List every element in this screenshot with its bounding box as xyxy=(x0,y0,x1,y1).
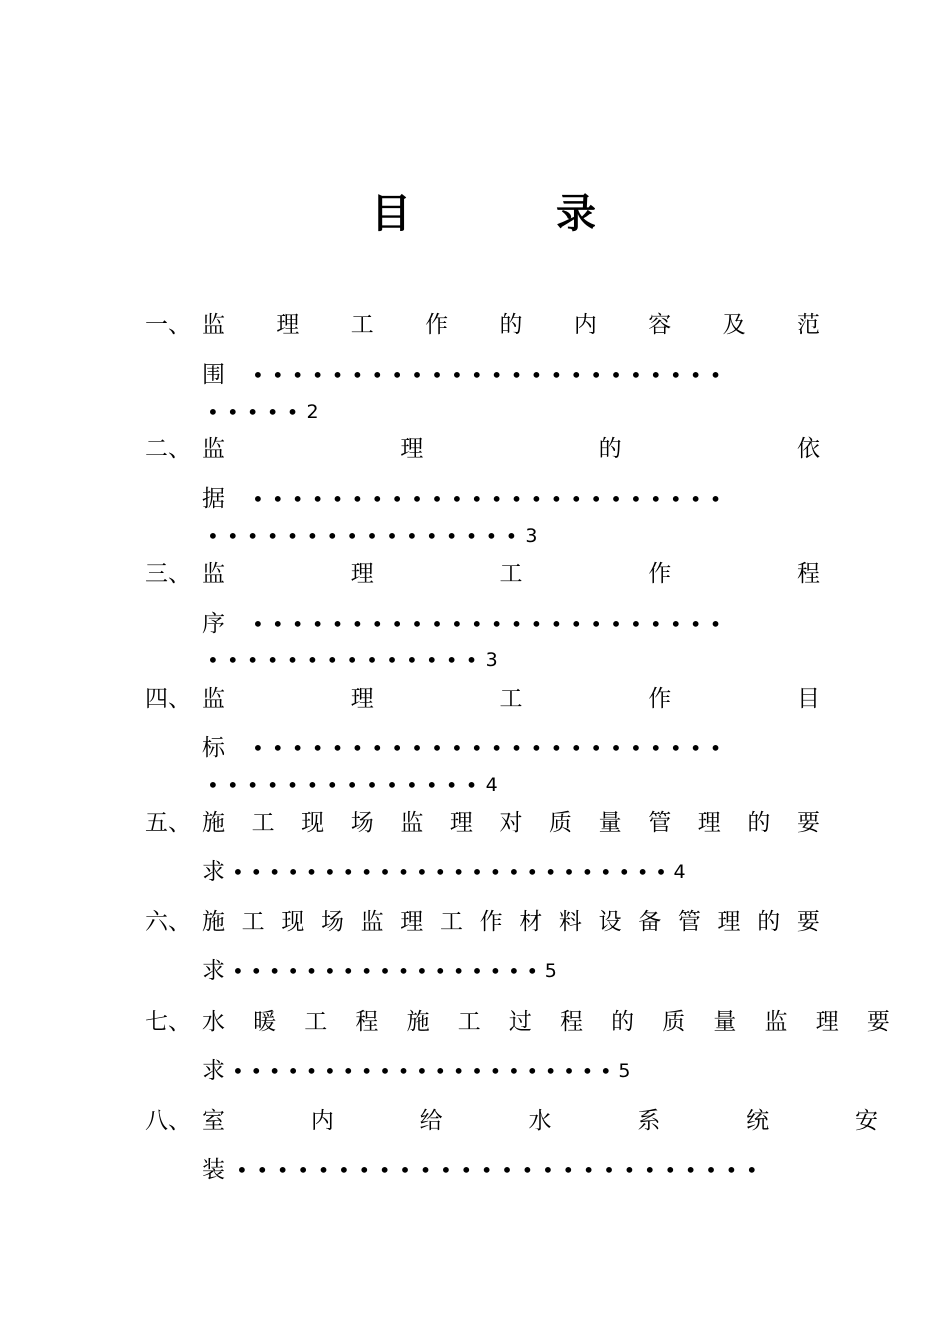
toc-entry-2-heading[interactable] xyxy=(0,434,950,464)
title-char: 依 xyxy=(796,436,820,462)
title-char: 量 xyxy=(713,1009,737,1035)
title-char: 理 xyxy=(400,436,424,462)
page-number: 3 xyxy=(485,649,498,671)
title-char: 管 xyxy=(648,810,672,836)
entry-number: 四、 xyxy=(145,686,191,712)
leader-row xyxy=(202,1155,766,1185)
toc-entry-6-heading[interactable] xyxy=(0,907,950,937)
title-char: 的 xyxy=(747,810,771,836)
entry-title xyxy=(202,907,820,937)
entry-title-end: 求 xyxy=(202,859,225,885)
title-char: 场 xyxy=(320,909,344,935)
title-char: 安 xyxy=(854,1108,878,1134)
toc-entry-2-page-line[interactable] xyxy=(0,521,950,551)
title-char: 的 xyxy=(611,1009,635,1035)
title-char: 理 xyxy=(449,810,473,836)
title-char: 监 xyxy=(400,810,424,836)
title-char: 的 xyxy=(757,909,781,935)
entry-title xyxy=(202,1106,878,1136)
entry-number: 三、 xyxy=(145,561,191,587)
title-char: 给 xyxy=(419,1108,443,1134)
toc-entry-3-heading[interactable] xyxy=(0,559,950,589)
dot-leader: •••••••••••••• xyxy=(207,773,486,797)
title-char: 监 xyxy=(202,436,225,462)
toc-entry-7-heading[interactable] xyxy=(0,1007,950,1037)
title-char: 程 xyxy=(559,1009,583,1035)
title-char: 工 xyxy=(241,909,265,935)
toc-entry-1-heading[interactable] xyxy=(0,310,950,340)
title-char: 系 xyxy=(637,1108,661,1134)
leader-row xyxy=(202,609,730,639)
title-char: 质 xyxy=(549,810,573,836)
leader-row xyxy=(202,770,498,800)
leader-row xyxy=(202,360,730,390)
entry-title-end: 装 xyxy=(202,1157,225,1183)
title-char: 工 xyxy=(251,810,275,836)
title-char: 质 xyxy=(662,1009,686,1035)
entry-title-end: 求 xyxy=(202,1058,225,1084)
leader-row xyxy=(202,857,686,887)
toc-entry-1-leader[interactable] xyxy=(0,360,950,390)
toc-entry-3-page-line[interactable] xyxy=(0,645,950,675)
title-char: 作 xyxy=(479,909,503,935)
title-char: 理 xyxy=(815,1009,839,1035)
title-char: 范 xyxy=(797,312,820,338)
leader-row xyxy=(202,484,730,514)
title-char: 材 xyxy=(519,909,543,935)
title-char: 备 xyxy=(638,909,662,935)
title-char: 录 xyxy=(556,190,596,237)
toc-entry-4-heading[interactable] xyxy=(0,684,950,714)
title-char: 的 xyxy=(598,436,622,462)
title-char: 监 xyxy=(202,561,225,587)
title-char: 水 xyxy=(528,1108,552,1134)
title-char: 要 xyxy=(796,810,820,836)
title-char: 理 xyxy=(697,810,721,836)
title-char: 室 xyxy=(202,1108,225,1134)
dot-leader: ••••••••••••••••• xyxy=(232,959,545,983)
title-char: 水 xyxy=(202,1009,225,1035)
title-char: 量 xyxy=(598,810,622,836)
title-char: 理 xyxy=(717,909,741,935)
title-char: 管 xyxy=(677,909,701,935)
title-char: 暖 xyxy=(253,1009,277,1035)
leader-row xyxy=(202,956,557,986)
toc-entry-1-page-line[interactable] xyxy=(0,397,950,427)
entry-title-end: 标 xyxy=(202,735,225,761)
toc-entry-3-leader[interactable] xyxy=(0,609,950,639)
leader-row xyxy=(202,1056,630,1086)
dot-leader: •••••••••••••••••••••••••• xyxy=(236,1158,767,1182)
title-char: 理 xyxy=(276,312,300,338)
title-char: 及 xyxy=(722,312,746,338)
title-char: 要 xyxy=(796,909,820,935)
entry-title xyxy=(202,1007,890,1037)
entry-number: 二、 xyxy=(145,436,191,462)
title-char: 目 xyxy=(371,190,411,237)
title-char: 监 xyxy=(764,1009,788,1035)
page-number: 5 xyxy=(544,960,557,982)
toc-entry-2-leader[interactable] xyxy=(0,484,950,514)
toc-entry-8-leader[interactable] xyxy=(0,1155,950,1185)
title-char: 统 xyxy=(746,1108,770,1134)
title-char: 施 xyxy=(406,1009,430,1035)
page-title xyxy=(0,188,950,240)
title-char: 工 xyxy=(350,312,374,338)
leader-row xyxy=(202,521,537,551)
title-char: 工 xyxy=(499,561,523,587)
toc-entry-5-leader[interactable] xyxy=(0,857,950,887)
toc-entry-6-leader[interactable] xyxy=(0,956,950,986)
entry-title xyxy=(202,808,820,838)
dot-leader: •••••••••••••••••••••••• xyxy=(232,860,674,884)
title-char: 的 xyxy=(499,312,523,338)
title-char: 现 xyxy=(281,909,305,935)
dot-leader: •••••••••••••••••••••••• xyxy=(252,736,730,760)
entry-number: 六、 xyxy=(145,909,191,935)
leader-row xyxy=(202,397,319,427)
dot-leader: •••••••••••••••• xyxy=(207,524,526,548)
title-char: 监 xyxy=(202,312,225,338)
title-char: 工 xyxy=(499,686,523,712)
title-char: 施 xyxy=(202,909,225,935)
page-number: 5 xyxy=(618,1060,631,1082)
dot-leader: ••••••••••••••••••••• xyxy=(232,1059,619,1083)
entry-title-end: 围 xyxy=(202,362,225,388)
title-char: 监 xyxy=(202,686,225,712)
title-char: 现 xyxy=(301,810,325,836)
title-char: 作 xyxy=(648,561,672,587)
title-char: 工 xyxy=(304,1009,328,1035)
title-char: 程 xyxy=(797,561,820,587)
title-char: 目 xyxy=(797,686,820,712)
entry-title-end: 序 xyxy=(202,611,225,637)
leader-row xyxy=(202,645,498,675)
title-char: 施 xyxy=(202,810,225,836)
entry-number: 一、 xyxy=(145,312,191,338)
entry-title-end: 求 xyxy=(202,958,225,984)
toc-entry-7-leader[interactable] xyxy=(0,1056,950,1086)
leader-row xyxy=(202,733,730,763)
title-char: 内 xyxy=(310,1108,334,1134)
dot-leader: •••••••••••••••••••••••• xyxy=(252,487,730,511)
entry-number: 七、 xyxy=(145,1009,191,1035)
page-number: 2 xyxy=(306,401,319,423)
toc-entry-4-page-line[interactable] xyxy=(0,770,950,800)
title-char: 对 xyxy=(499,810,523,836)
entry-number: 八、 xyxy=(145,1108,191,1134)
title-char: 程 xyxy=(355,1009,379,1035)
entry-title xyxy=(202,310,820,340)
title-char: 作 xyxy=(425,312,449,338)
page-number: 4 xyxy=(485,774,498,796)
dot-leader: •••••••••••••••••••••••• xyxy=(252,612,730,636)
page-number: 4 xyxy=(673,861,686,883)
dot-leader: ••••• xyxy=(207,400,307,424)
title-char: 要 xyxy=(866,1009,890,1035)
title-char: 作 xyxy=(648,686,672,712)
entry-title xyxy=(202,559,820,589)
dot-leader: •••••••••••••••••••••••• xyxy=(252,363,730,387)
toc-entry-4-leader[interactable] xyxy=(0,733,950,763)
title-char: 工 xyxy=(457,1009,481,1035)
title-char: 理 xyxy=(350,561,374,587)
entry-title-end: 据 xyxy=(202,486,225,512)
page-number: 3 xyxy=(525,525,538,547)
title-char: 内 xyxy=(573,312,597,338)
title-char: 理 xyxy=(350,686,374,712)
title-char: 容 xyxy=(648,312,672,338)
title-char: 料 xyxy=(558,909,582,935)
dot-leader: •••••••••••••• xyxy=(207,648,486,672)
title-char: 设 xyxy=(598,909,622,935)
entry-title xyxy=(202,684,820,714)
entry-title xyxy=(202,434,820,464)
title-char: 工 xyxy=(439,909,463,935)
entry-number: 五、 xyxy=(145,810,191,836)
title-char: 理 xyxy=(400,909,424,935)
toc-entry-8-heading[interactable] xyxy=(0,1106,950,1136)
title-char: 场 xyxy=(350,810,374,836)
title-char: 过 xyxy=(508,1009,532,1035)
title-char: 监 xyxy=(360,909,384,935)
toc-entry-5-heading[interactable] xyxy=(0,808,950,838)
